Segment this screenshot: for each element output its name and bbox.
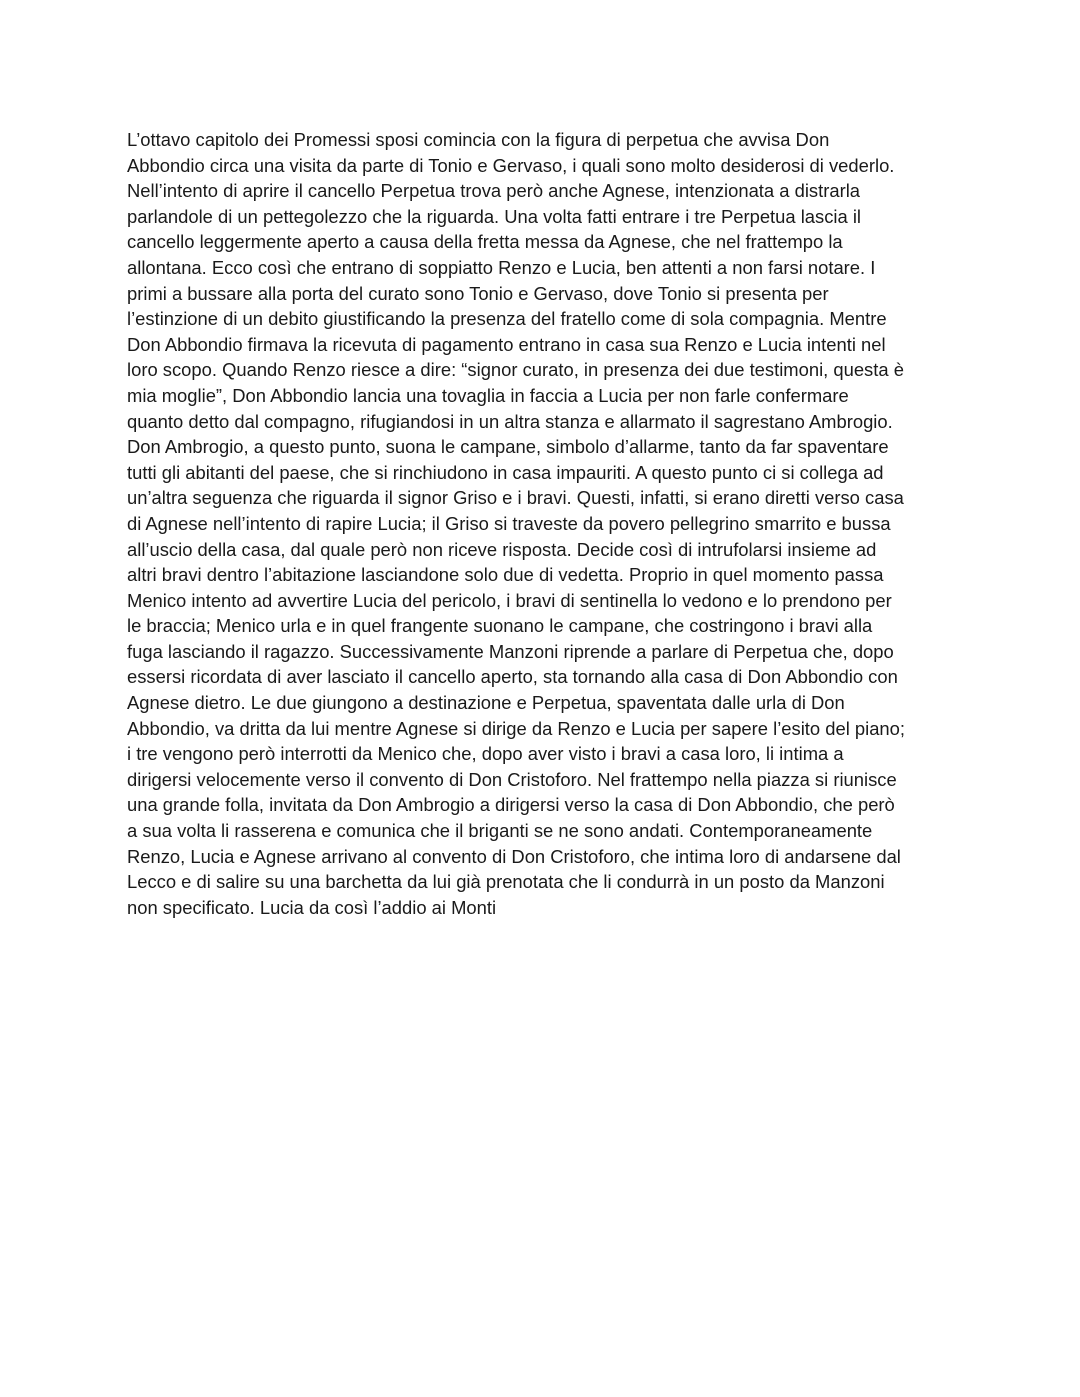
text-line: mia moglie”, Don Abbondio lancia una tovaglia in faccia a Lucia per non farle confermare xyxy=(127,384,849,406)
text-line: primi a bussare alla porta del curato sono Tonio e Gervaso, dove Tonio si presenta per xyxy=(127,282,829,304)
text-line: Nell’intento di aprire il cancello Perpetua trova però anche Agnese, intenzionata a distrarla xyxy=(127,180,861,202)
body-paragraph xyxy=(127,127,967,920)
text-line: essersi ricordata di aver lasciato il cancello aperto, sta tornando alla casa di Don Abbondio con xyxy=(127,666,898,688)
text-line: Abbondio circa una visita da parte di Tonio e Gervaso, i quali sono molto desiderosi di vederlo. xyxy=(127,154,895,176)
text-line: Renzo, Lucia e Agnese arrivano al convento di Don Cristoforo, che intima loro di andarsene dal xyxy=(127,845,901,867)
text-line: Don Abbondio firmava la ricevuta di pagamento entrano in casa sua Renzo e Lucia intenti nel xyxy=(127,333,886,355)
text-line: dirigersi velocemente verso il convento di Don Cristoforo. Nel frattempo nella piazza si riunisce xyxy=(127,768,897,790)
text-line: all’uscio della casa, dal quale però non riceve risposta. Decide così di intrufolarsi insieme ad xyxy=(127,538,877,560)
text-line: quanto detto dal compagno, rifugiandosi in un altra stanza e allarmato il sagrestano Ambrogio. xyxy=(127,410,893,432)
text-line: Agnese dietro. Le due giungono a destinazione e Perpetua, spaventata dalle urla di Don xyxy=(127,692,845,714)
text-line: le braccia; Menico urla e in quel frangente suonano le campane, che costringono i bravi alla xyxy=(127,615,873,637)
text-line: Menico intento ad avvertire Lucia del pericolo, i bravi di sentinella lo vedono e lo prendono per xyxy=(127,589,892,611)
text-line: parlandole di un pettegolezzo che la riguarda. Una volta fatti entrare i tre Perpetua lascia il xyxy=(127,205,862,227)
text-line: fuga lasciando il ragazzo. Successivamente Manzoni riprende a parlare di Perpetua che, dopo xyxy=(127,640,894,662)
text-line: cancello leggermente aperto a causa della fretta messa da Agnese, che nel frattempo la xyxy=(127,231,843,253)
text-line: a sua volta li rasserena e comunica che il briganti se ne sono andati. Contemporaneamente xyxy=(127,820,873,842)
text-line: loro scopo. Quando Renzo riesce a dire: “signor curato, in presenza dei due testimoni, questa è xyxy=(127,359,904,381)
text-line: l’estinzione di un debito giustificando la presenza del fratello come di sola compagnia. Mentre xyxy=(127,308,887,330)
text-line: di Agnese nell’intento di rapire Lucia; il Griso si traveste da povero pellegrino smarrito e bussa xyxy=(127,512,891,534)
text-line: altri bravi dentro l’abitazione lasciandone solo due di vedetta. Proprio in quel momento passa xyxy=(127,564,884,586)
text-line: un’altra seguenza che riguarda il signor Griso e i bravi. Questi, infatti, si erano diretti verso casa xyxy=(127,487,904,509)
text-line: non specificato. Lucia da così l’addio ai Monti xyxy=(127,896,497,918)
text-line: tutti gli abitanti del paese, che si rinchiudono in casa impauriti. A questo punto ci si collega ad xyxy=(127,461,884,483)
text-line: Abbondio, va dritta da lui mentre Agnese si dirige da Renzo e Lucia per sapere l’esito del piano; xyxy=(127,717,906,739)
text-line: i tre vengono però interrotti da Menico che, dopo aver visto i bravi a casa loro, li intima a xyxy=(127,743,844,765)
text-line: Don Ambrogio, a questo punto, suona le campane, simbolo d’allarme, tanto da far spaventare xyxy=(127,436,889,458)
text-line: L’ottavo capitolo dei Promessi sposi comincia con la figura di perpetua che avvisa Don xyxy=(127,129,830,150)
text-line: allontana. Ecco così che entrano di soppiatto Renzo e Lucia, ben attenti a non farsi notare. I xyxy=(127,256,876,278)
text-line: una grande folla, invitata da Don Ambrogio a dirigersi verso la casa di Don Abbondio, che però xyxy=(127,794,895,816)
text-line: Lecco e di salire su una barchetta da lui già prenotata che li condurrà in un posto da Manzoni xyxy=(127,871,885,893)
